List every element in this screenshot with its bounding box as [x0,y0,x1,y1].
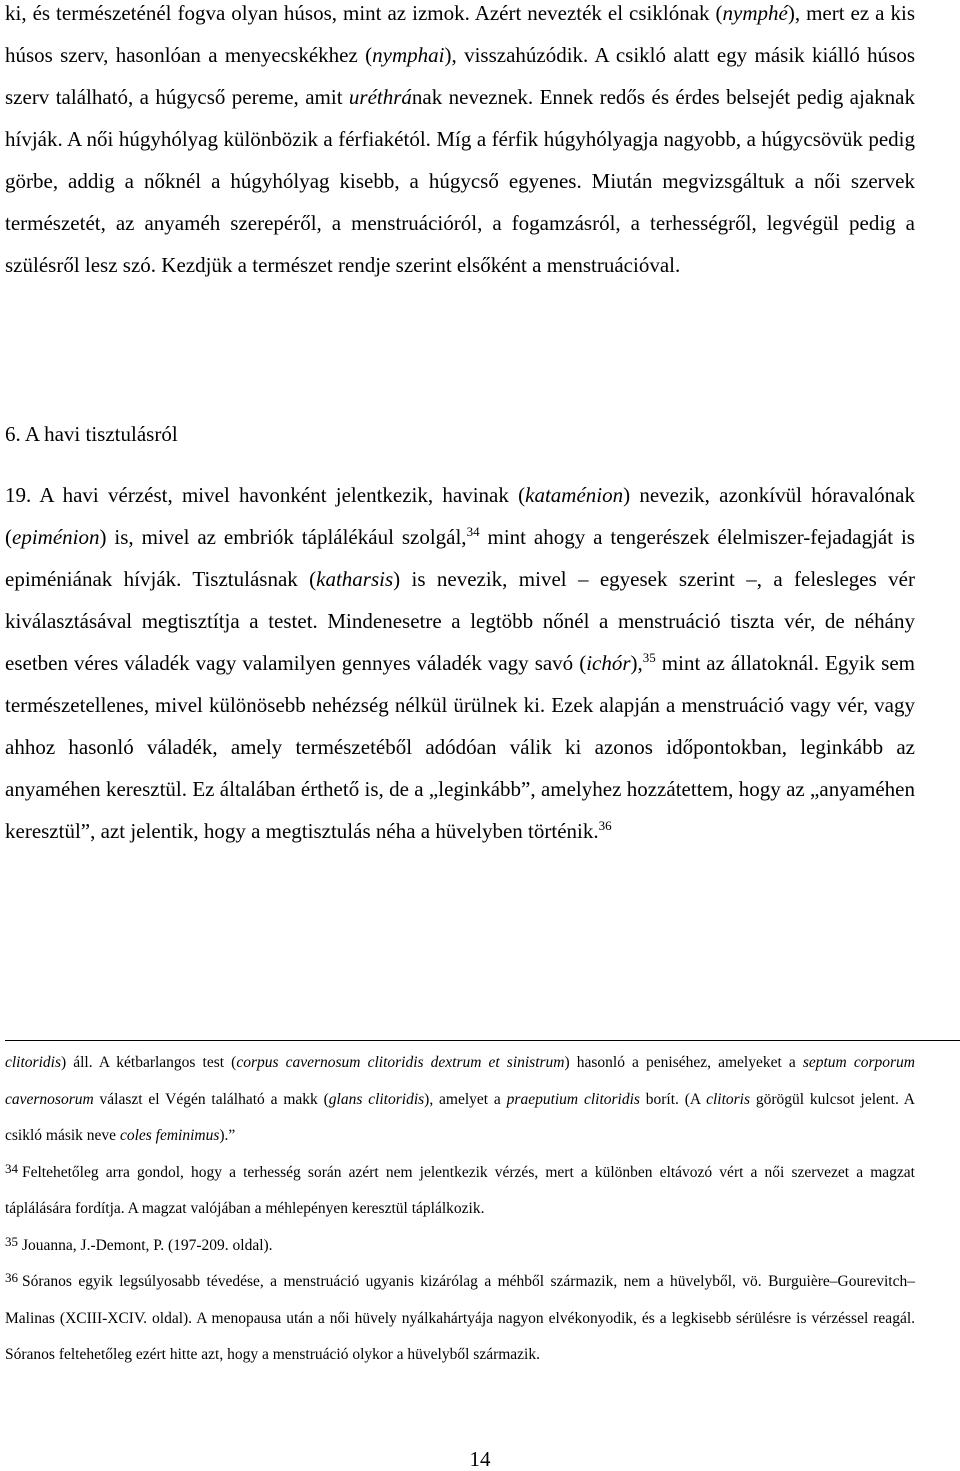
text-run: ), amelyet a [424,1090,507,1108]
italic-term: clitoris [706,1090,751,1108]
text-run: nak neveznek. Ennek redős és érdes belsejét pedig ajaknak hívják. A női húgyhólyag különbözik a férfiakétól. Míg a férfik húgyhólyagja nagyobb, a húgycsövük pedig görbe, addig a nőknél a húgyhólyag kisebb, a húgycső egyenes. Miután megvizsgáltuk a női szervek természetét, az anyaméh szerepéről, a menstruációról, a fogamzásról, a terhességről, legvégül pedig a szülésről lesz szó. Kezdjük a természet rendje szerint elsőként a menstruációval. [5,85,915,277]
footnote-ref-34[interactable]: 34 [466,524,480,539]
text-run: ) is, mivel az embriók táplálékául szolgál, [99,525,467,549]
text-run: ), [630,651,643,675]
text-run: 19. A havi vérzést, mivel havonként jelentkezik, havinak ( [5,483,526,507]
italic-term: praeputium clitoridis [506,1090,640,1108]
footnotes-section [5,1045,915,1374]
footnote-separator [5,1040,960,1041]
text-run: ) is nevezik, mivel – egyesek szerint –, a felesleges vér kiválasztásával megtisztítja a testet. Mindenesetre a legtöbb nőnél a menstruáció tiszta vér, de néhány esetben véres váladék vagy valamilyen gennyes váladék vagy savó ( [5,567,915,675]
footnote-35 [5,1228,915,1265]
text-run: választ el Végén található a makk ( [93,1090,329,1108]
text-run: görögül kulcsot jelent. A csikló másik neve [5,1090,915,1144]
footnote-number: 36 [5,1270,18,1285]
italic-term: clitoridis [5,1054,61,1071]
body-paragraph-1 [5,0,915,286]
italic-term: epiménion [12,525,100,549]
page-number: 14 [469,1447,491,1471]
text-run: borít. (A [639,1090,707,1108]
footnote-continuation [5,1045,915,1155]
italic-term: glans clitoridis [328,1090,425,1108]
text-run: ).” [219,1127,236,1144]
italic-term: katharsis [316,567,394,591]
footnote-text: Sóranos egyik legsúlyosabb tévedése, a menstruáció ugyanis kizárólag a méhből származik, nem a hüvelyből, vö. Burguière–Gourevitch–Malinas (XCIII-XCIV. oldal). A menopausa után a női hüvely nyálkahártyája nagyon elvékonyodik, és a legkisebb sérülésre is vérzéssel reagál. Sóranos feltehetőleg ezért hitte azt, hogy a menstruáció olykor a hüvelyből származik. [5,1273,915,1363]
text-run: ), visszahúzódik. A csikló alatt egy másik kiálló húsos szerv található, a húgycső pereme, amit [5,43,916,109]
footnote-text: Jouanna, J.-Demont, P. (197-209. oldal). [22,1236,273,1254]
italic-term: ichór [586,651,631,675]
footnote-ref-35[interactable]: 35 [642,650,656,665]
text-run: mint ahogy a tengerészek élelmiszer-fejadagját is epiméniának hívják. Tisztulásnak ( [5,525,915,591]
footnote-34 [5,1155,915,1228]
text-run: ) nevezik, azonkívül hóravalónak ( [5,483,916,549]
section-heading: 6. A havi tisztulásról [5,422,178,446]
footnote-number: 35 [5,1233,18,1249]
italic-term: septum corporum cavernosorum [5,1054,915,1108]
italic-term: uréthrá [348,85,412,109]
footnote-number: 34 [5,1160,18,1176]
text-run: ) hasonló a peniséhez, amelyeket a [564,1054,803,1071]
italic-term: corpus cavernosum clitoridis dextrum et sinistrum [236,1054,565,1071]
text-run: ) áll. A kétbarlangos test ( [60,1054,237,1071]
italic-term: coles feminimus [119,1127,220,1144]
text-run: ), mert ez a kis húsos szerv, hasonlóan a menyecskékhez ( [5,1,915,67]
italic-term: kataménion [525,483,624,507]
footnote-ref-36[interactable]: 36 [598,818,612,833]
text-run: ki, és természeténél fogva olyan húsos, mint az izmok. Azért nevezték el csiklónak ( [5,1,723,25]
text-run: mint az állatoknál. Egyik sem természetellenes, mivel különösebb nehézség nélkül ürülnek ki. Ezek alapján a menstruáció vagy vér, vagy ahhoz hasonló váladék, amely természetéből adódóan válik ki azonos időpontokban, leginkább az anyaméhen keresztül. Ez általában érthető is, de a „leginkább”, amelyhez hozzátettem, hogy az „anyaméhen keresztül”, azt jelentik, hogy a megtisztulás néha a hüvelyben történik. [5,651,915,843]
italic-term: nymphai [372,43,445,67]
italic-term: nymphé [722,1,788,25]
footnote-text: Feltehetőleg arra gondol, hogy a terhesség során azért nem jelentkezik vérzés, mert a különben eltávozó vért a női szervezet a magzat táplálására fordítja. A magzat valójában a méhlepényen keresztül táplálkozik. [5,1163,915,1217]
footnote-36 [5,1264,915,1374]
body-paragraph-2 [5,474,915,852]
